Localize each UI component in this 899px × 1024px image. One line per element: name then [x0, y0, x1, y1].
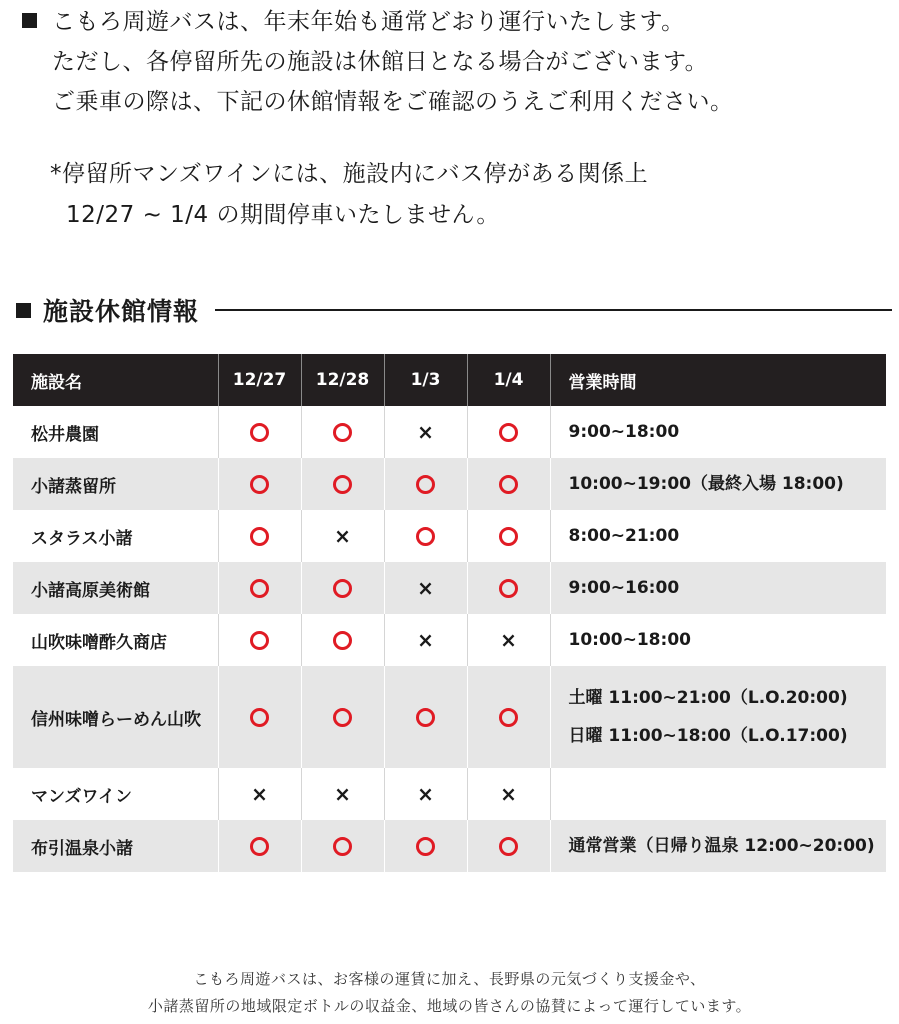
square-bullet-icon	[22, 13, 37, 28]
status-cell	[218, 458, 301, 510]
open-circle-icon	[333, 631, 352, 650]
table-row	[13, 666, 886, 768]
header-date-1228: 12/28	[301, 354, 384, 406]
open-circle-icon	[416, 475, 435, 494]
open-circle-icon	[499, 579, 518, 598]
closed-cross-icon: ×	[417, 782, 434, 806]
notice-line-3	[22, 82, 882, 122]
header-date-1227: 12/27	[218, 354, 301, 406]
closed-cross-icon: ×	[334, 524, 351, 548]
status-cell	[467, 406, 550, 458]
status-cell	[384, 406, 467, 458]
open-circle-icon	[250, 837, 269, 856]
status-cell	[384, 614, 467, 666]
hours-line: 通常営業（日帰り温泉 12:00~20:00)	[568, 836, 875, 856]
footer-note	[0, 966, 899, 1020]
section-title: 施設休館情報	[43, 297, 200, 326]
facility-name: 信州味噌らーめん山吹	[13, 666, 218, 768]
facility-name: 松井農園	[13, 406, 218, 458]
status-cell	[384, 768, 467, 820]
header-date-14: 1/4	[467, 354, 550, 406]
notice-text-3: ご乗車の際は、下記の休館情報をご確認のうえご利用ください。	[52, 89, 734, 115]
status-cell	[467, 510, 550, 562]
status-cell	[301, 614, 384, 666]
hours-line: 10:00~19:00（最終入場 18:00)	[568, 474, 844, 494]
open-circle-icon	[499, 527, 518, 546]
status-cell	[467, 614, 550, 666]
status-cell	[301, 510, 384, 562]
caution-line-2: 12/27 ~ 1/4 の期間停車いたしません。	[66, 202, 500, 228]
open-circle-icon	[250, 579, 269, 598]
closed-cross-icon: ×	[417, 420, 434, 444]
section-heading	[16, 290, 892, 330]
business-hours	[550, 510, 886, 562]
table-row	[13, 768, 886, 820]
open-circle-icon	[499, 837, 518, 856]
open-circle-icon	[250, 631, 269, 650]
facility-name: 布引温泉小諸	[13, 820, 218, 872]
notice-text-2: ただし、各停留所先の施設は休館日となる場合がございます。	[52, 49, 709, 75]
table-row	[13, 406, 886, 458]
caution-line-1: *停留所マンズワインには、施設内にバス停がある関係上	[50, 161, 649, 187]
business-hours	[550, 614, 886, 666]
notice-block	[22, 2, 882, 122]
table-row	[13, 820, 886, 872]
hours-line: 10:00~18:00	[568, 630, 691, 650]
hours-line: 9:00~18:00	[568, 422, 680, 442]
facility-name: 小諸高原美術館	[13, 562, 218, 614]
status-cell	[218, 820, 301, 872]
business-hours	[550, 562, 886, 614]
open-circle-icon	[333, 423, 352, 442]
open-circle-icon	[416, 527, 435, 546]
open-circle-icon	[333, 837, 352, 856]
business-hours	[550, 406, 886, 458]
open-circle-icon	[333, 475, 352, 494]
business-hours	[550, 458, 886, 510]
open-circle-icon	[499, 708, 518, 727]
status-cell	[218, 768, 301, 820]
status-cell	[301, 458, 384, 510]
table-row	[13, 458, 886, 510]
open-circle-icon	[333, 708, 352, 727]
status-cell	[218, 510, 301, 562]
open-circle-icon	[416, 837, 435, 856]
status-cell	[218, 406, 301, 458]
status-cell	[467, 458, 550, 510]
closed-cross-icon: ×	[251, 782, 268, 806]
facility-name: 小諸蒸留所	[13, 458, 218, 510]
closed-cross-icon: ×	[417, 628, 434, 652]
table-row	[13, 510, 886, 562]
open-circle-icon	[250, 475, 269, 494]
open-circle-icon	[250, 527, 269, 546]
hours-line: 日曜 11:00~18:00（L.O.17:00)	[568, 726, 848, 746]
closure-table	[13, 354, 886, 872]
closed-cross-icon: ×	[334, 782, 351, 806]
business-hours	[550, 666, 886, 768]
status-cell	[218, 666, 301, 768]
square-bullet-icon	[16, 303, 31, 318]
header-business-hours: 営業時間	[550, 354, 886, 406]
table-row	[13, 562, 886, 614]
status-cell	[384, 562, 467, 614]
notice-line-2	[22, 42, 882, 82]
status-cell	[467, 820, 550, 872]
status-cell	[218, 614, 301, 666]
facility-name: マンズワイン	[13, 768, 218, 820]
heading-rule	[215, 309, 892, 311]
status-cell	[384, 510, 467, 562]
open-circle-icon	[499, 423, 518, 442]
status-cell	[301, 406, 384, 458]
open-circle-icon	[250, 423, 269, 442]
notice-line-1	[22, 2, 882, 42]
status-cell	[218, 562, 301, 614]
status-cell	[301, 768, 384, 820]
facility-name: 山吹味噌酢久商店	[13, 614, 218, 666]
business-hours	[550, 820, 886, 872]
hours-line: 9:00~16:00	[568, 578, 680, 598]
status-cell	[467, 768, 550, 820]
closed-cross-icon: ×	[417, 576, 434, 600]
header-facility-name: 施設名	[13, 354, 218, 406]
status-cell	[301, 666, 384, 768]
status-cell	[301, 562, 384, 614]
open-circle-icon	[499, 475, 518, 494]
header-date-13: 1/3	[384, 354, 467, 406]
hours-line: 土曜 11:00~21:00（L.O.20:00)	[568, 688, 848, 708]
footer-line-2: 小諸蒸留所の地域限定ボトルの収益金、地域の皆さんの協賛によって運行しています。	[147, 997, 752, 1015]
footer-line-1: こもろ周遊バスは、お客様の運賃に加え、長野県の元気づくり支援金や、	[193, 970, 706, 988]
status-cell	[384, 458, 467, 510]
facility-name: スタラス小諸	[13, 510, 218, 562]
business-hours	[550, 768, 886, 820]
closed-cross-icon: ×	[500, 628, 517, 652]
status-cell	[384, 820, 467, 872]
caution-note	[50, 154, 870, 236]
status-cell	[467, 666, 550, 768]
closed-cross-icon: ×	[500, 782, 517, 806]
notice-text-1: こもろ周遊バスは、年末年始も通常どおり運行いたします。	[52, 9, 685, 35]
open-circle-icon	[416, 708, 435, 727]
table-header-row	[13, 354, 886, 406]
status-cell	[467, 562, 550, 614]
hours-line: 8:00~21:00	[568, 526, 680, 546]
table-body	[13, 406, 886, 872]
status-cell	[384, 666, 467, 768]
table-row	[13, 614, 886, 666]
open-circle-icon	[333, 579, 352, 598]
open-circle-icon	[250, 708, 269, 727]
status-cell	[301, 820, 384, 872]
